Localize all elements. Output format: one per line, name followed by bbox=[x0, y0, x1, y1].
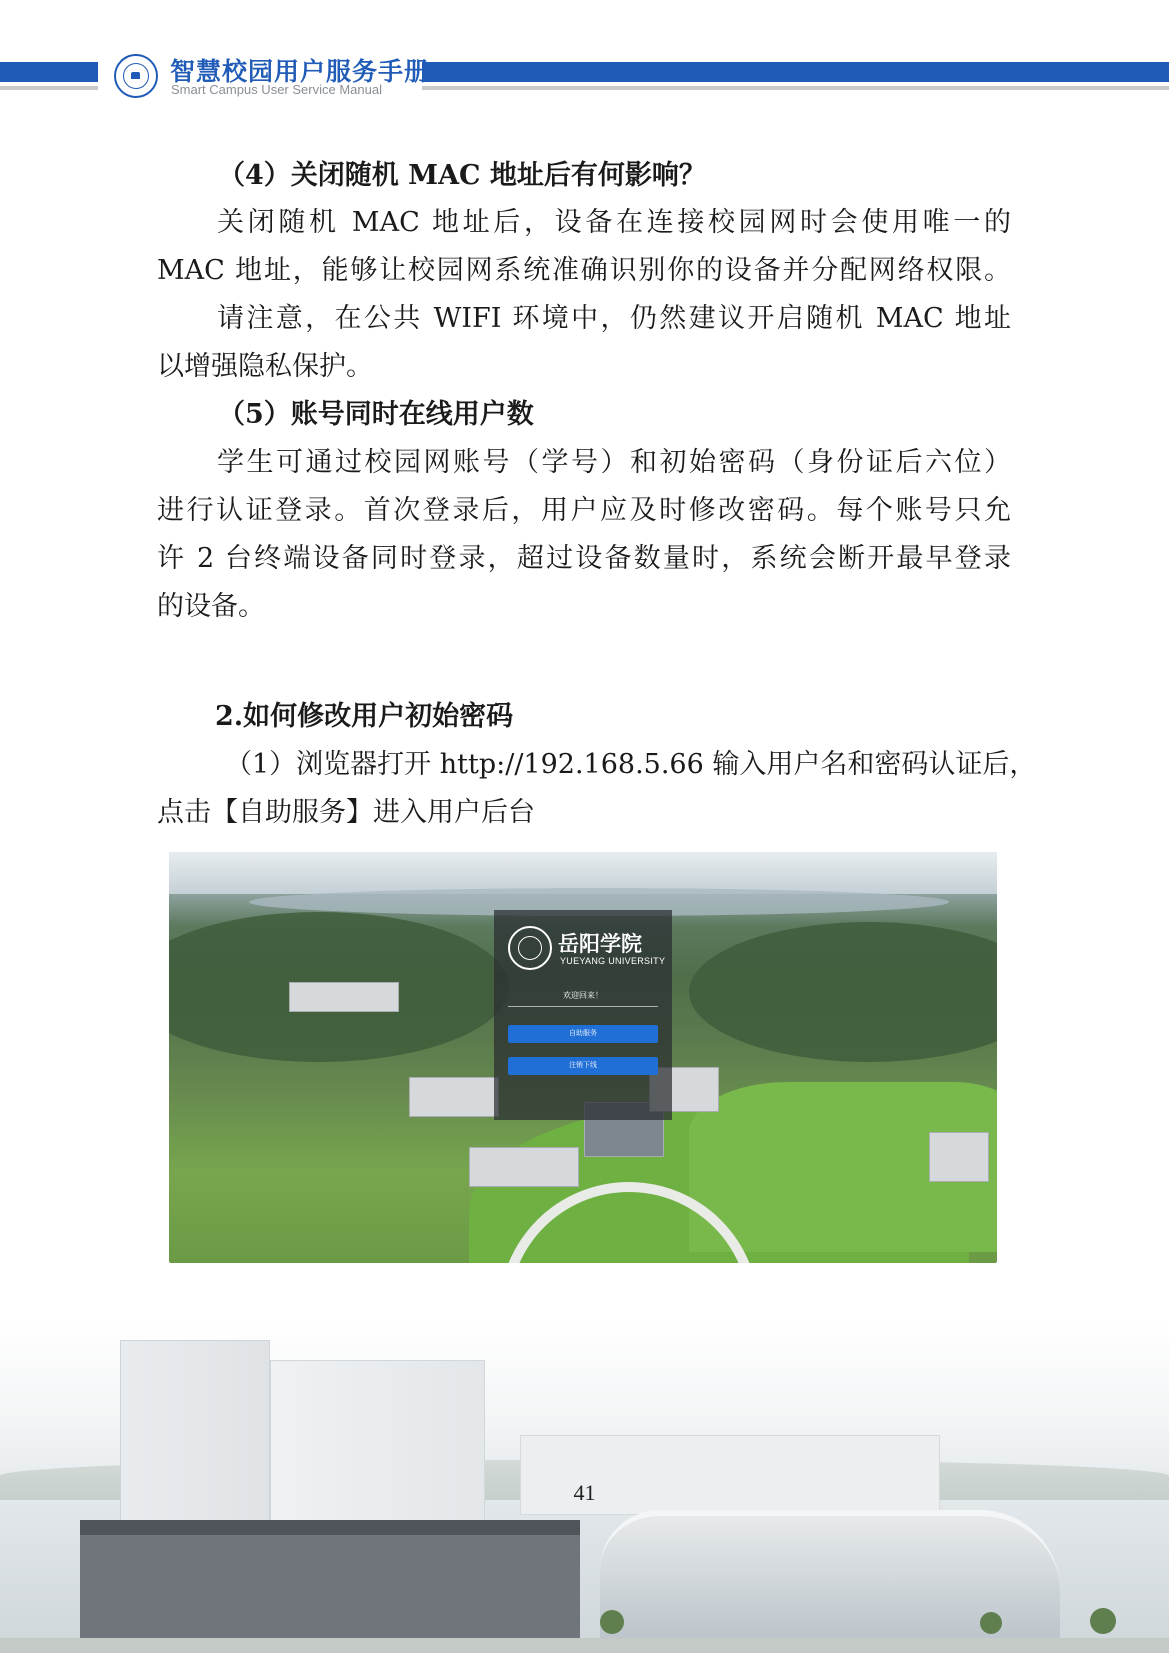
university-seal-logo bbox=[114, 54, 158, 98]
manual-title: 智慧校园用户服务手册 bbox=[170, 57, 431, 86]
screenshot-building bbox=[929, 1132, 989, 1182]
seal-pavilion-icon bbox=[131, 72, 140, 79]
footer-tree bbox=[1090, 1608, 1116, 1634]
screenshot-building bbox=[409, 1077, 499, 1117]
seal-inner-ring bbox=[123, 63, 149, 89]
welcome-text: 欢迎回来！ bbox=[563, 991, 603, 1000]
header-bar-right bbox=[422, 62, 1169, 82]
footer-ground bbox=[0, 1638, 1169, 1653]
q4-paragraph-line-2: MAC 地址，能够让校园网系统准确识别你的设备并分配网络权限。 bbox=[157, 255, 1011, 286]
q4-paragraph-line-1: 关闭随机 MAC 地址后，设备在连接校园网时会使用唯一的 bbox=[217, 207, 1011, 238]
q5-heading: （5）账号同时在线用户数 bbox=[218, 399, 534, 430]
q5-paragraph-line-1: 学生可通过校园网账号（学号）和初始密码（身份证后六位） bbox=[217, 447, 1011, 478]
manual-subtitle: Smart Campus User Service Manual bbox=[171, 82, 382, 97]
header-rule-left bbox=[0, 86, 98, 90]
portal-logo-chinese: 岳阳学院 bbox=[558, 931, 642, 956]
q4-note-line-2: 以增强隐私保护。 bbox=[157, 351, 373, 382]
screenshot-building bbox=[469, 1147, 579, 1187]
portal-logo-english: YUEYANG UNIVERSITY bbox=[560, 956, 666, 966]
portal-login-screenshot bbox=[169, 852, 997, 1263]
step-1-line-1: （1）浏览器打开 http://192.168.5.66 输入用户名和密码认证后， bbox=[225, 749, 1037, 780]
page-number: 41 bbox=[573, 1480, 596, 1505]
screenshot-hill bbox=[689, 922, 997, 1062]
section-2-heading: 2.如何修改用户初始密码 bbox=[215, 701, 514, 732]
footer-podium bbox=[80, 1535, 580, 1653]
q5-paragraph-line-2: 进行认证登录。首次登录后，用户应及时修改密码。每个账号只允 bbox=[157, 495, 1011, 526]
footer-podium-roof bbox=[80, 1520, 580, 1536]
footer-tree bbox=[980, 1612, 1002, 1634]
q5-paragraph-line-4: 的设备。 bbox=[157, 591, 265, 622]
q4-heading: （4）关闭随机 MAC 地址后有何影响？ bbox=[218, 160, 706, 191]
university-logo-icon bbox=[508, 926, 552, 970]
header-bar-left bbox=[0, 62, 98, 82]
q5-paragraph-line-3: 许 2 台终端设备同时登录，超过设备数量时，系统会断开最早登录 bbox=[157, 543, 1011, 574]
step-1-line-2: 点击【自助服务】进入用户后台 bbox=[157, 797, 535, 828]
q4-note-line-1: 请注意，在公共 WIFI 环境中，仍然建议开启随机 MAC 地址 bbox=[217, 303, 1011, 334]
header-rule-right bbox=[422, 86, 1169, 90]
footer-tree bbox=[600, 1610, 624, 1634]
screenshot-building bbox=[289, 982, 399, 1012]
welcome-divider bbox=[508, 1006, 658, 1007]
login-panel bbox=[494, 910, 672, 1120]
logout-button[interactable]: 注销下线 bbox=[508, 1057, 658, 1075]
logo-inner-ring bbox=[518, 936, 542, 960]
self-service-button[interactable]: 自助服务 bbox=[508, 1025, 658, 1043]
